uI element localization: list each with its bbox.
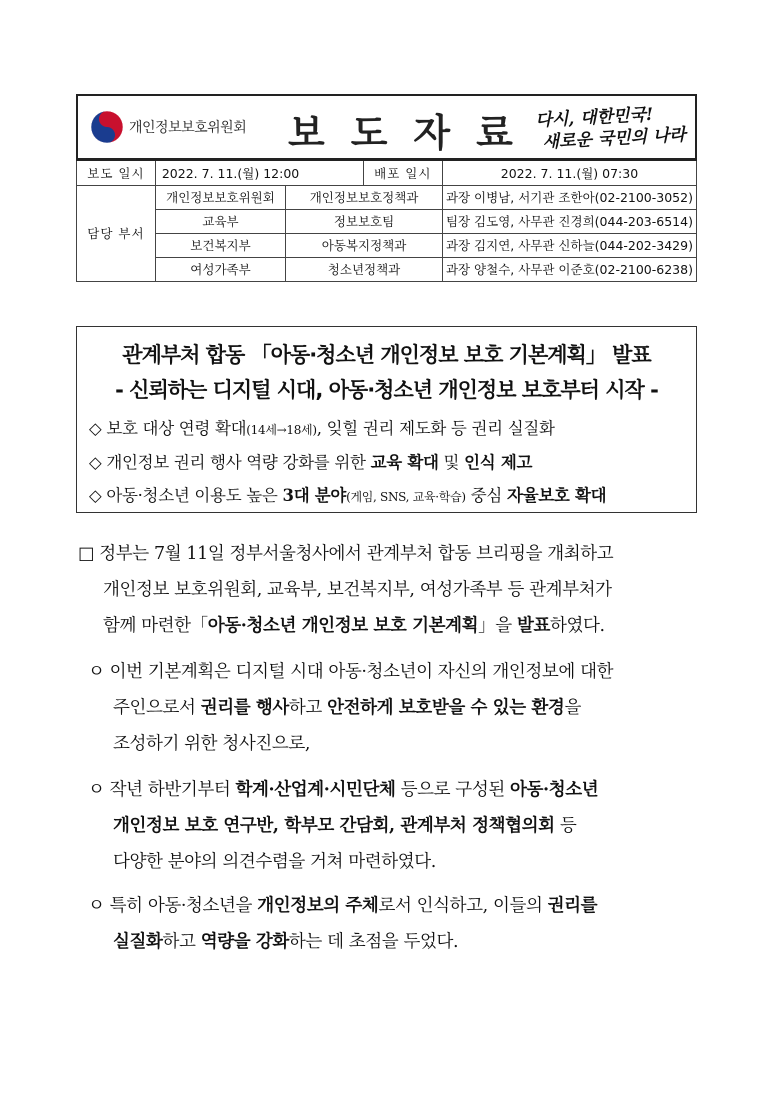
dept-row [77,233,697,257]
summary-bullet: ◇ 아동·청소년 이용도 높은 3대 분야(게임, SNS, 교육·학습) 중심 자율보호 확대 [89,486,607,505]
press-release-header [76,94,697,160]
body-line: 개인정보 보호 연구반, 학부모 간담회, 관계부처 정책협의회 등 [113,816,577,836]
summary-box [76,326,697,513]
subheadline: - 신뢰하는 디지털 시대, 아동·청소년 개인정보 보호부터 시작 - [115,378,658,402]
org-logo [90,110,246,144]
org-name: 개인정보보호위원회 [129,120,247,136]
contact: 과장 김지연, 사무관 신하늘(044-202-3429) [442,233,696,257]
division: 아동복지정책과 [286,233,443,257]
distribute-value: 2022. 7. 11.(월) 07:30 [442,160,696,185]
distribute-label: 배포 일시 [363,160,442,185]
contact: 팀장 김도영, 사무관 진경희(044-203-6514) [442,209,696,233]
body-line: 개인정보 보호위원회, 교육부, 보건복지부, 여성가족부 등 관계부처가 [103,580,612,600]
ministry: 여성가족부 [155,257,285,281]
body-line: 실질화하고 역량을 강화하는 데 초점을 두었다. [113,932,459,952]
headline: 관계부처 합동 「아동·청소년 개인정보 보호 기본계획」 발표 [122,343,651,367]
release-row [77,160,697,185]
slogan [535,102,686,154]
ministry: 개인정보보호위원회 [155,185,285,209]
dept-row [77,209,697,233]
release-info-table [76,159,697,282]
body-line: □ 정부는 7월 11일 정부서울청사에서 관계부처 합동 브리핑을 개최하고 [78,544,614,564]
body-line: 다양한 분야의 의견수렴을 거쳐 마련하였다. [113,852,436,872]
division: 정보보호팀 [286,209,443,233]
summary-bullet: ◇ 보호 대상 연령 확대(14세→18세), 잊힐 권리 제도화 등 권리 실질화 [89,419,555,438]
contact: 과장 양철수, 사무관 이준호(02-2100-6238) [442,257,696,281]
division: 청소년정책과 [286,257,443,281]
body-line: ㅇ 특히 아동·청소년을 개인정보의 주체로서 인식하고, 이들의 권리를 [88,896,598,916]
dept-row [77,257,697,281]
dept-label: 담당 부서 [77,185,156,281]
release-label: 보도 일시 [77,160,156,185]
taegeuk-icon [90,110,124,144]
body-line: 조성하기 위한 청사진으로, [113,734,311,754]
contact: 과장 이병남, 서기관 조한아(02-2100-3052) [442,185,696,209]
slogan-line-1: 다시, 대한민국! [535,104,654,131]
body-line: ㅇ 이번 기본계획은 디지털 시대 아동·청소년이 자신의 개인정보에 대한 [88,662,614,682]
body-line: 함께 마련한「아동·청소년 개인정보 보호 기본계획」을 발표하였다. [103,616,605,636]
dept-row [77,185,697,209]
slogan-line-2: 새로운 국민의 나라 [542,125,687,153]
ministry: 교육부 [155,209,285,233]
body-line: 주인으로서 권리를 행사하고 안전하게 보호받을 수 있는 환경을 [113,698,581,718]
division: 개인정보보호정책과 [286,185,443,209]
ministry: 보건복지부 [155,233,285,257]
release-value: 2022. 7. 11.(월) 12:00 [155,160,363,185]
summary-bullet: ◇ 개인정보 권리 행사 역량 강화를 위한 교육 확대 및 인식 제고 [89,453,533,472]
body-line: ㅇ 작년 하반기부터 학계·산업계·시민단체 등으로 구성된 아동·청소년 [88,780,599,800]
page-title: 보도자료 [288,111,539,155]
